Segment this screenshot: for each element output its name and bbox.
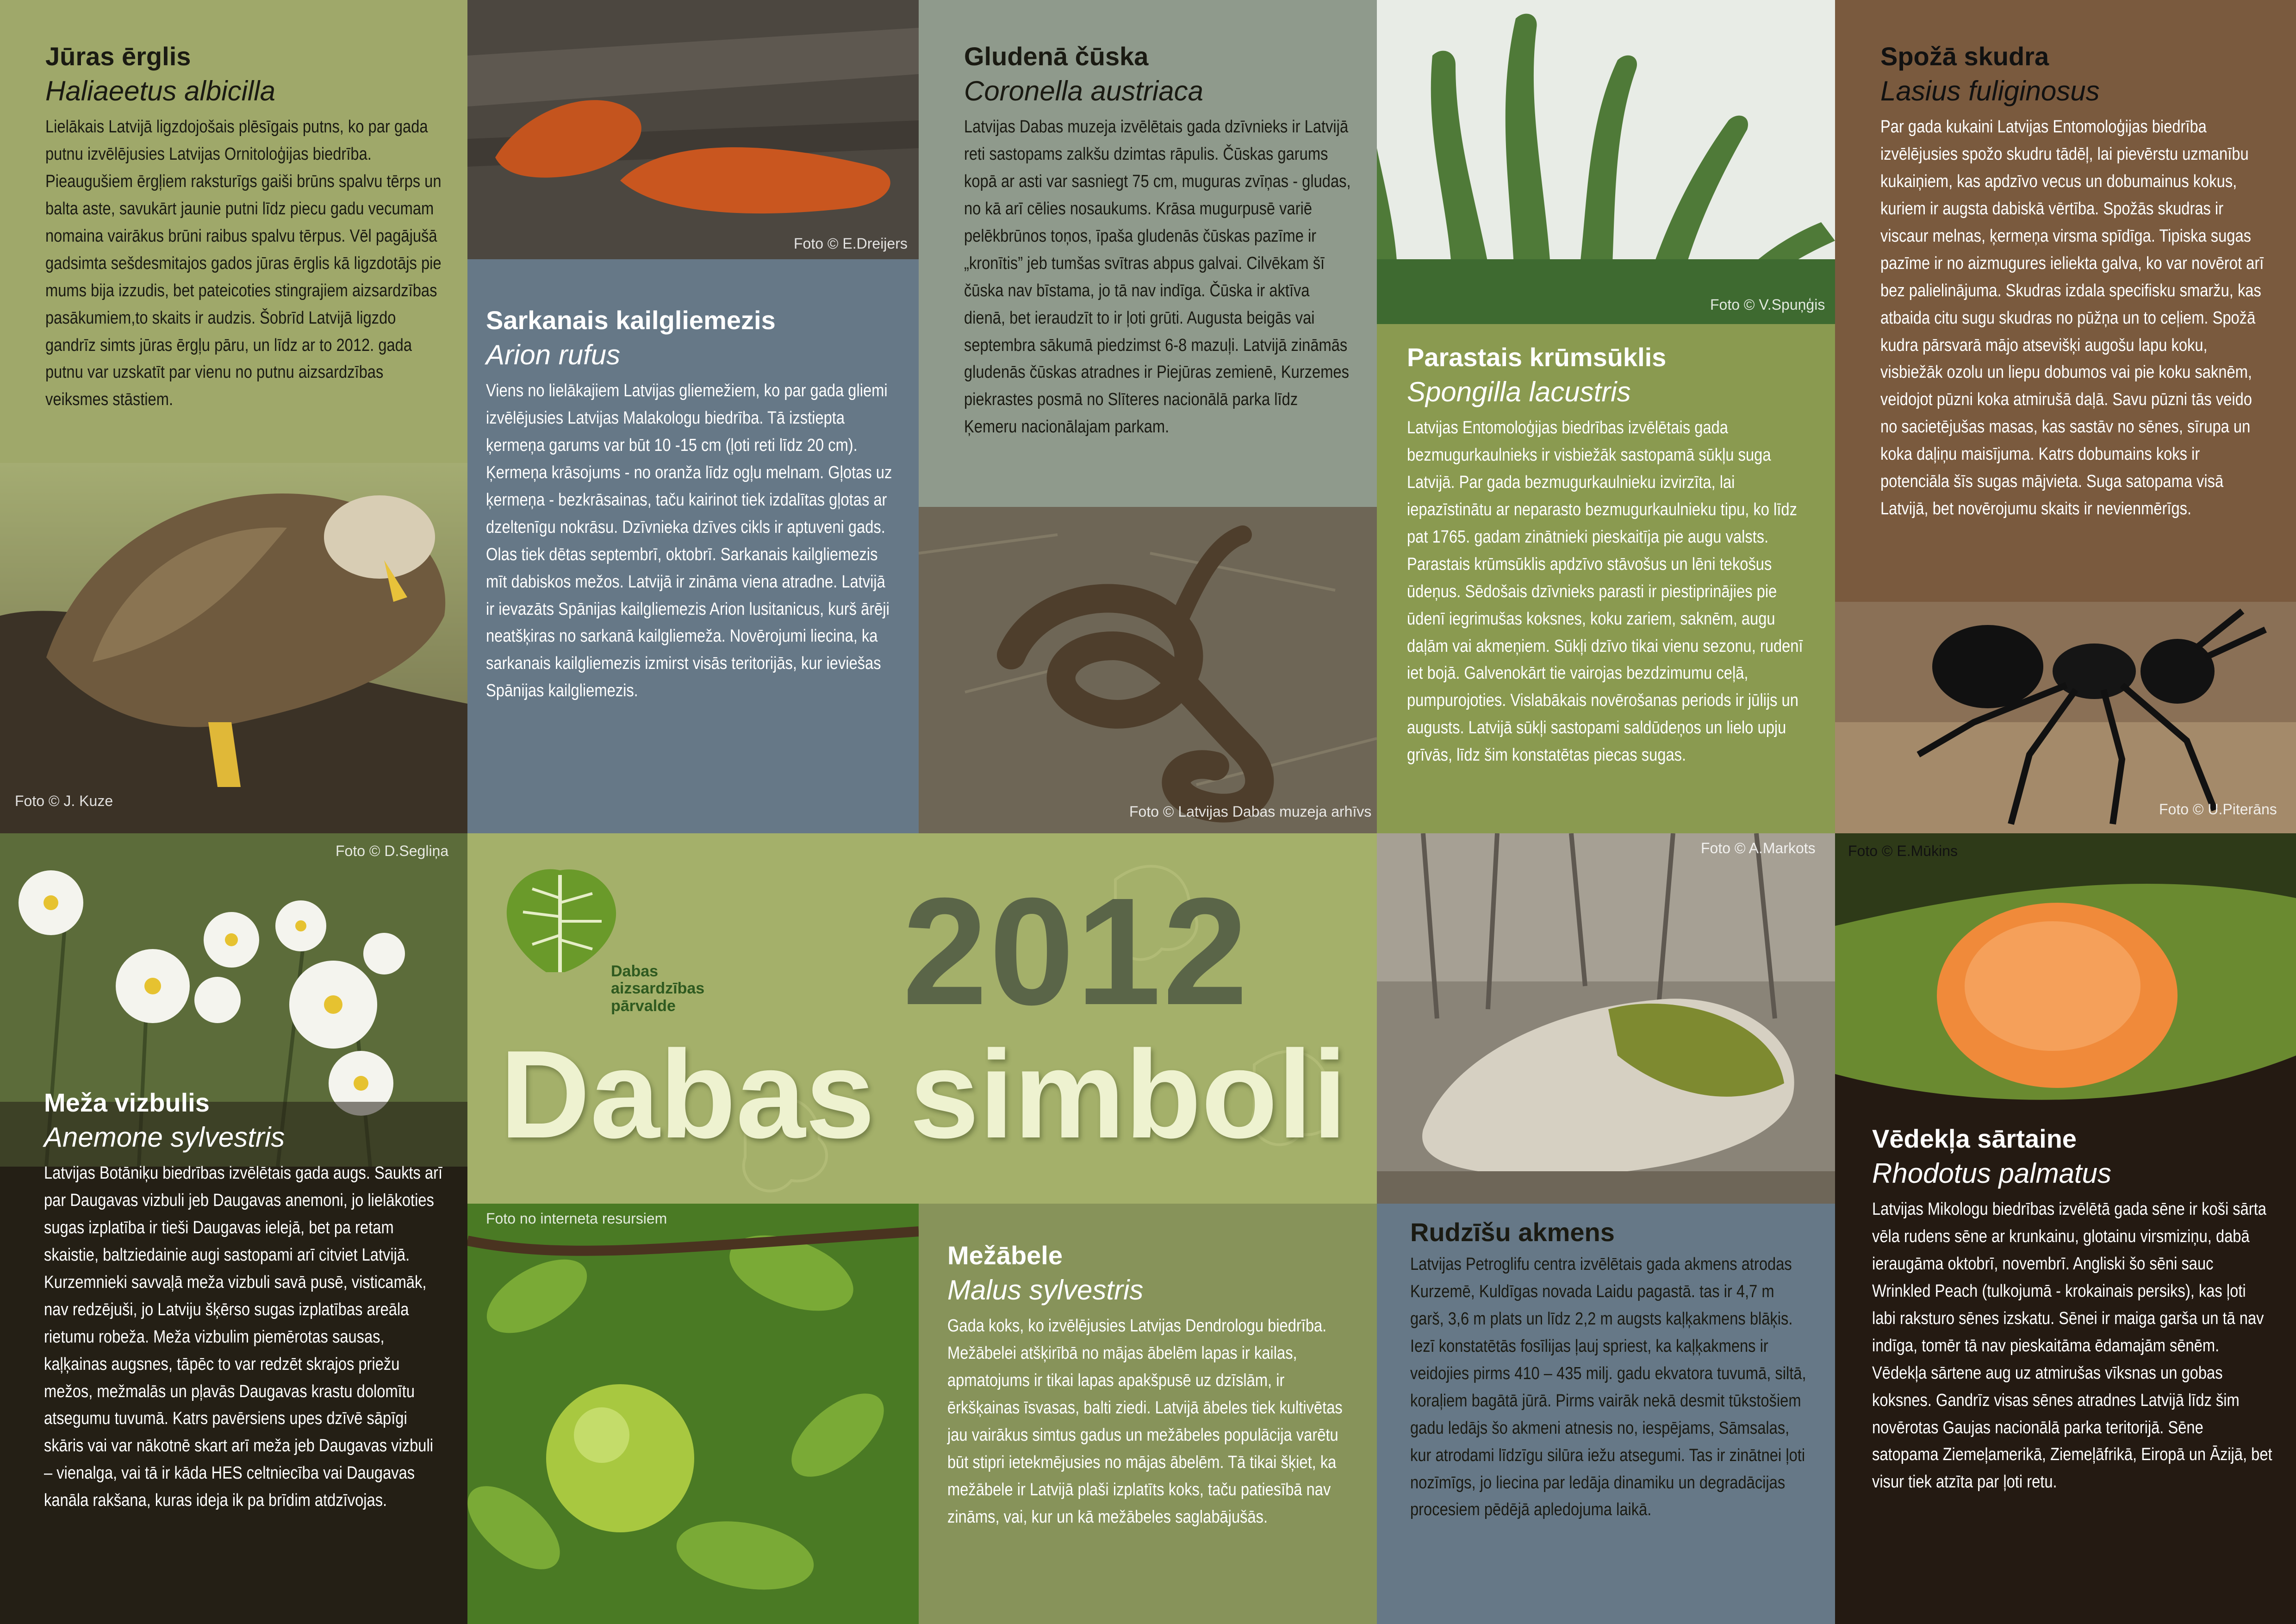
snake-photo-cell	[919, 507, 1377, 833]
ant-credit: Foto © U.Piterāns	[2159, 801, 2277, 818]
snake-body: Latvijas Dabas muzeja izvēlētais gada dzīvnieks ir Latvijā reti sastopams zalkšu dzimtas rāpulis. Čūskas garums kopā ar asti var sasniegt 75 cm, muguras zvīņas - gludas, no kā arī cēlies nosaukums. Krāsa mugurpusē variē pelēkbrūnos toņos, īpaša gludenās čūskas pazīme ir „kronītis” jeb tumšas svītras abpus galvai. Cilvēkam šī čūska nav bīstama, jo tā nav indīga. Čūska ir aktīva dienā, bet ieraudzīt to ir ļoti grūti. Augusta beigās vai septembra sākumā piedzimst 6-8 mazuļi. Latvijā zināmās gludenās čūskas atradnes ir Piejūras zemienē, Kurzemes piekrastes posmā no Slīteres nacionālā parka līdz Ķemeru nacionālajam parkam.	[964, 117, 1351, 437]
slug-photo	[467, 0, 919, 259]
ant-photo	[1835, 602, 2296, 833]
anemone-title: Meža vizbulis	[44, 1088, 210, 1117]
slug-title: Sarkanais kailgliemezis	[486, 306, 776, 335]
stone-photo-cell	[1377, 833, 1835, 1204]
sponge-panel	[1377, 324, 1835, 833]
apple-title: Mežābele	[947, 1241, 1063, 1270]
ant-title: Spožā skudra	[1880, 42, 2049, 71]
snake-credit: Foto © Latvijas Dabas muzeja arhīvs	[1129, 803, 1372, 820]
snake-photo	[919, 507, 1377, 833]
stone-credit: Foto © A.Markots	[1701, 840, 1816, 856]
mushroom-body: Latvijas Mikologu biedrības izvēlētā gada sēne ir koši sārta vēla rudens sēne ar krunkainu, glotainu virsmiziņu, dabā ieraugāma oktobrī, novembrī. Angliski šo sēni sauc Wrinkled Peach (tulkojumā - krokainais persiks), kas ļoti labi raksturo sēnes izskatu. Sēnei ir maiga garša un tā nav indīga, tomēr tā nav pieskaitāma ēdamajām sēnēm. Vēdekļa sārtene aug uz atmirušas vīksnas un gobas koksnes. Gandrīz visas sēnes atradnes Latvijā līdz šim novērotas Gaujas nacionālā parka teritorijā. Sēne satopama Ziemeļamerikā, Ziemeļāfrikā, Eiropā un Āzijā, bet visur tiek atzīta par ļoti retu.	[1872, 1199, 2272, 1492]
slug-photo-cell	[467, 0, 919, 259]
apple-photo-cell	[467, 1204, 919, 1624]
ant-panel	[1835, 0, 2296, 833]
year-label: 2012	[902, 866, 1250, 1037]
stone-photo	[1377, 833, 1835, 1204]
org-logo-line: pārvalde	[611, 997, 676, 1015]
oak-leaf-icon	[491, 861, 629, 981]
sponge-photo	[1377, 0, 1835, 324]
anemone-body: Latvijas Botāniķu biedrības izvēlētais gada augs. Saukts arī par Daugavas vizbuli jeb Daugavas anemoni, jo lielākoties sugas izplatība ir tieši Daugavas ielejā, bet pa retam skaistie, baltziedainie augi sastopami arī citviet Latvijā. Kurzemnieki savvaļā meža vizbuli savā pusē, visticamāk, nav redzējuši, jo Latviju šķērso sugas izplatības areāla rietumu robeža. Meža vizbulim piemērotas sausas, kaļķainas augsnes, tāpēc to var redzēt skrajos priežu mežos, mežmalās un pļavās Daugavas krastu dolomītu atsegumu tuvumā. Katrs pavērsiens upes dzīvē sāpīgi skāris vai var nākotnē skart arī meža jeb Daugavas vizbuli – vienalga, vai tā ir kāda HES celtniecība vai Daugavas kanāla rakšana, kuras ideja ik pa brīdim atdzīvojas.	[44, 1163, 443, 1511]
apple-photo	[467, 1204, 919, 1624]
mushroom-latin: Rhodotus palmatus	[1872, 1158, 2111, 1189]
headline: Dabas simboli	[500, 1025, 1347, 1164]
snake-panel	[919, 0, 1377, 507]
eagle-body: Lielākais Latvijā ligzdojošais plēsīgais putns, ko par gada putnu izvēlējusies Latvijas Ornitoloģijas biedrība. Pieaugušiem ērgļiem raksturīgs gaiši brūns spalvu tērps un balta aste, savukārt jaunie putni līdz piecu gadu vecumam nomaina vairākus brūni raibus spalvu tērpus. Vēl pagājušā gadsimta sešdesmitajos gados jūras ērglis kā ligzdotājs pie mums bija izzudis, bet pateicoties stingrajiem aizsardzības pasākumiem,to skaits ir audzis. Šobrīd Latvijā ligzdo gandrīz simts jūras ērgļu pāru, un līdz ar to 2012. gada putnu var uzskatīt par vienu no putnu aizsardzības veiksmes stāstiem.	[45, 117, 442, 410]
title-banner	[467, 833, 1377, 1204]
anemone-latin: Anemone sylvestris	[44, 1122, 285, 1153]
eagle-photo	[0, 463, 467, 833]
slug-body: Viens no lielākajiem Latvijas gliemežiem, ko par gada gliemi izvēlējusies Latvijas Malakologu biedrība. Tā izstiepta ķermeņa garums var būt 10 -15 cm (ļoti reti līdz 20 cm). Ķermeņa krāsojums - no oranža līdz ogļu melnam. Gļotas uz ķermeņa - bezkrāsainas, taču kairinot tiek izdalītas gļotas ar dzeltenīgu nokrāsu. Dzīvnieka dzīves cikls ir aptuveni gads. Olas tiek dētas septembrī, oktobrī. Sarkanais kailgliemezis mīt dabiskos mežos. Latvijā ir zināma viena atradne. Latvijā ir ievazāts Spānijas kailgliemezis Arion lusitanicus, kurš ārēji neatšķiras no sarkanā kailgliemeža. Novērojumi liecina, ka sarkanais kailgliemezis izmirst visās teritorijās, kur ieviešas Spānijas kailgliemezis.	[486, 381, 892, 701]
org-logo-line: aizsardzības	[611, 980, 705, 998]
apple-body: Gada koks, ko izvēlējusies Latvijas Dendrologu biedrība. Mežābelei atšķirībā no mājas ābelēm lapas ir kailas, apmatojums ir tikai lapas apakšpusē uz dzīslām, ir ērkšķainas īsvasas, balti ziedi. Latvijā ābeles tiek kultivētas jau vairākus simtus gadus un mežābeles populācija varētu būt stipri ietekmējusies no mājas ābelēm. Tā tikai šķiet, ka mežābele ir Latvijā plaši izplatīts koks, taču patiesībā nav zināms, vai, kur un kā mežābeles saglabājušās.	[947, 1316, 1343, 1527]
eagle-title: Jūras ērglis	[45, 42, 191, 71]
mushroom-credit: Foto © E.Mūkins	[1848, 843, 1958, 859]
sponge-body: Latvijas Entomoloģijas biedrības izvēlētais gada bezmugurkaulnieks ir visbiežāk sastopamā sūkļu suga Latvijā. Par gada bezmugurkaulnieku izvirzīta, lai iepazīstinātu ar neparasto bezmugurkaulnieku tipu, ko līdz pat 1765. gadam zinātnieki pieskaitīja pie augu valsts. Parastais krūmsūklis apdzīvo stāvošus un lēni tekošus ūdeņus. Sēdošais dzīvnieks parasti ir piestiprinājies pie ūdenī iegrimušas koksnes, koku zariem, saknēm, augu daļām vai akmeņiem. Sūkļi dzīvo tikai vienu sezonu, rudenī iet bojā. Galvenokārt tie vairojas bezdzimumu ceļā, pumpurojoties. Vislabākais novērošanas periods ir jūlijs un augusts. Latvijā sūkļi sastopami saldūdeņos un lielo upju grīvās, līdz šim konstatētas piecas sugas.	[1407, 418, 1803, 765]
apple-panel	[919, 1204, 1377, 1624]
anemone-panel	[0, 833, 467, 1624]
mushroom-photo	[1835, 833, 2296, 1157]
anemone-credit: Foto © D.Segliņa	[336, 843, 449, 859]
mushroom-panel	[1835, 833, 2296, 1624]
eagle-panel	[0, 0, 467, 833]
slug-latin: Arion rufus	[486, 339, 621, 371]
snake-latin: Coronella austriaca	[964, 75, 1203, 107]
sponge-title: Parastais krūmsūklis	[1407, 343, 1667, 372]
sponge-latin: Spongilla lacustris	[1407, 376, 1631, 408]
eagle-latin: Haliaeetus albicilla	[45, 75, 275, 107]
snake-title: Gludenā čūska	[964, 42, 1149, 71]
stone-panel	[1377, 1204, 1835, 1624]
apple-credit: Foto no interneta resursiem	[486, 1210, 667, 1227]
slug-credit: Foto © E.Dreijers	[794, 235, 908, 252]
slug-panel	[467, 259, 919, 833]
apple-latin: Malus sylvestris	[947, 1274, 1144, 1306]
sponge-credit: Foto © V.Spuņģis	[1710, 296, 1825, 313]
org-logo-text	[611, 963, 704, 1015]
ant-latin: Lasius fuliginosus	[1880, 75, 2100, 107]
mushroom-title: Vēdekļa sārtaine	[1872, 1124, 2077, 1153]
org-logo-line: Dabas	[611, 962, 659, 980]
sponge-photo-cell	[1377, 0, 1835, 324]
stone-body: Latvijas Petroglifu centra izvēlētais gada akmens atrodas Kurzemē, Kuldīgas novada Laidu pagastā. tas ir 4,7 m garš, 3,6 m plats un līdz 2,2 m augsts kaļķakmens blāķis. Iezī konstatētās fosīlijas ļauj spriest, ka kaļķakmens ir veidojies pirms 410 – 435 milj. gadu ekvatora tuvumā, siltā, koraļiem bagātā jūrā. Pirms vairāk nekā desmit tūkstošiem gadu ledājs šo akmeni atnesis no, iespējams, Sāmsalas, kur atrodami līdzīgu silūra iežu atsegumi. Tas ir zinātnei ļoti nozīmīgs, jo liecina par ledāja dinamiku un degradācijas procesiem pēdējā apledojuma laikā.	[1410, 1255, 1806, 1520]
ant-body: Par gada kukaini Latvijas Entomoloģijas biedrība izvēlējusies spožo skudru tādēļ, lai pievērstu uzmanību kukaiņiem, kas apdzīvo vecus un dobumainus kokus, kuriem ir augsta dabiskā vērtība. Spožās skudras ir viscaur melnas, ķermeņa virsma spīdīga. Tipiska sugas pazīme ir no aizmugures ieliekta galva, ko var novērot arī bez palielinājuma. Skudras izdala specifisku smaržu, kas atbaida citu sugu skudras no pūžņa un to ceļiem. Spožā kudra pārsvarā mājo atsevišķi augošu lapu koku, visbiežāk ozolu un liepu dobumos vai pie koku saknēm, veidojot pūzni koka atmirušā daļā. Savu pūzni tās veido no sacietējušas masas, kas sastāv no sēnes, sīrupa un koka daļiņu maisījuma. Katrs dobumains koks ir potenciāla šīs sugas mājvieta. Suga satopama visā Latvijā, bet novērojumu skaits ir nevienmērīgs.	[1880, 117, 2264, 518]
stone-title: Rudzīšu akmens	[1410, 1218, 1615, 1247]
eagle-credit: Foto © J. Kuze	[15, 793, 113, 809]
